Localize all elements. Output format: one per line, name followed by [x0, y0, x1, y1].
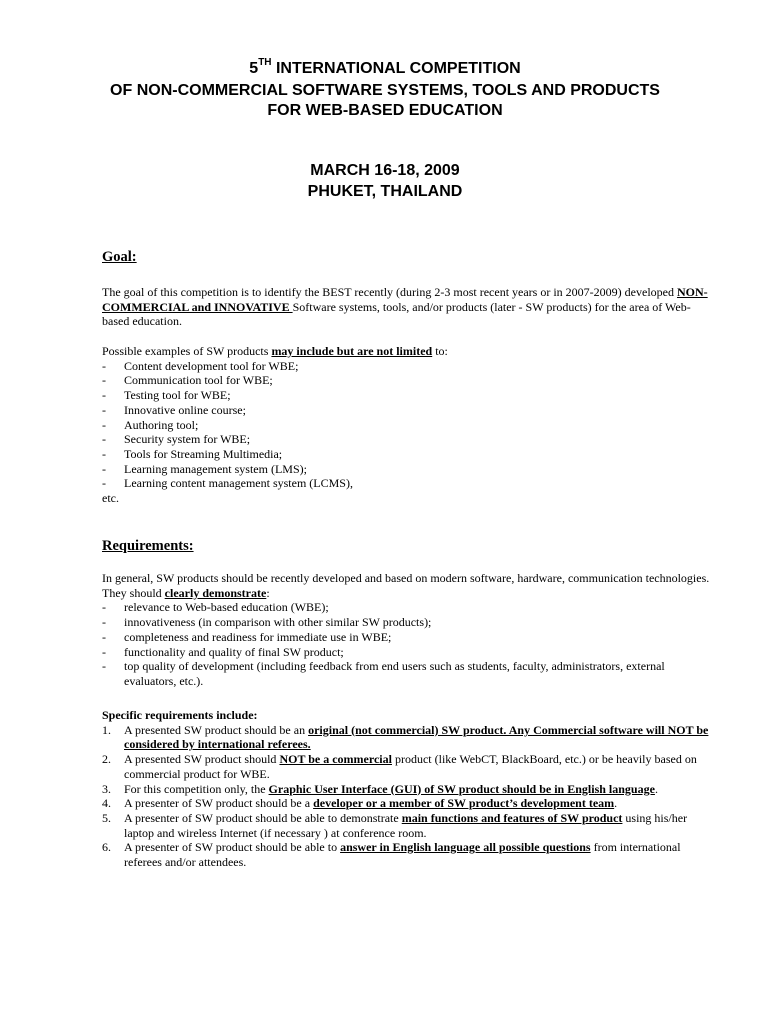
list-item: - Communication tool for WBE; [102, 373, 717, 388]
event-location: PHUKET, THAILAND [307, 183, 463, 200]
title-line-1 [0, 58, 770, 79]
list-item: - Learning management system (LMS); [102, 462, 717, 477]
list-item: 2. A presented SW product should NOT be a commercial product (like WebCT, BlackBoard, etc.) or be heavily based on commercial product for WBE. [102, 752, 697, 781]
list-item: - relevance to Web-based education (WBE); [102, 600, 717, 615]
list-item: 6. A presenter of SW product should be able to answer in English language all possible questions from international referees and/or attendees. [102, 840, 681, 870]
event-date: MARCH 16-18, 2009 [310, 162, 460, 179]
specific-requirements-heading: Specific requirements include: [102, 708, 258, 722]
requirements-intro: In general, SW products should be recently developed and based on modern software, hardware, communication technologies. They should clearly demonstrate: [102, 571, 710, 600]
title-line-3: FOR WEB-BASED EDUCATION [267, 102, 503, 119]
clearly-demonstrate-emphasis: clearly demonstrate [164, 585, 267, 600]
list-item: - Security system for WBE; [102, 432, 717, 447]
examples-block [102, 344, 717, 506]
list-item: 4. A presenter of SW product should be a developer or a member of SW product’s development team. [102, 796, 618, 811]
list-item: 1. A presented SW product should be an original (not commercial) SW product. Any Commercial software will NOT be considered by international referees. [102, 722, 709, 752]
list-item: - innovativeness (in comparison with other similar SW products); [102, 615, 717, 630]
list-item: - Tools for Streaming Multimedia; [102, 447, 717, 462]
requirements-block [102, 571, 717, 689]
examples-etc: etc. [102, 491, 119, 506]
list-item: - top quality of development (including feedback from end users such as students, faculty, administrators, external evaluators, etc.). [102, 659, 717, 688]
goal-heading: Goal: [102, 249, 137, 265]
edition-superscript: TH [258, 56, 272, 68]
list-item: - Authoring tool; [102, 418, 717, 433]
list-item: - functionality and quality of final SW product; [102, 645, 717, 660]
specific-requirements-block [102, 708, 717, 870]
examples-list [102, 359, 717, 491]
non-commercial-emphasis: NON-COMMERCIAL and INNOVATIVE [102, 285, 708, 314]
list-item: - Testing tool for WBE; [102, 388, 717, 403]
title-line-2: OF NON-COMMERCIAL SOFTWARE SYSTEMS, TOOLS AND PRODUCTS [110, 82, 660, 99]
list-item: 5. A presenter of SW product should be able to demonstrate main functions and features of SW product using his/her laptop and wireless Internet (if necessary ) at conference room. [102, 810, 688, 840]
examples-intro: Possible examples of SW products may include but are not limited to: [102, 344, 448, 358]
may-include-emphasis: may include but are not limited [271, 344, 433, 358]
list-item: - completeness and readiness for immediate use in WBE; [102, 630, 717, 645]
goal-paragraph: The goal of this competition is to identify the BEST recently (during 2-3 most recent years or in 2007-2009) developed NON-COMMERCIAL and INNOVATIVE Software systems, tools, and/or products (later - SW products) for the area of Web-based education. [102, 285, 708, 329]
list-item: 3. For this competition only, the Graphic User Interface (GUI) of SW product should be in English language. [102, 781, 658, 796]
requirements-heading: Requirements: [102, 538, 194, 554]
specific-requirements-list [102, 723, 717, 870]
list-item: - Content development tool for WBE; [102, 359, 717, 374]
title-line-1-text: INTERNATIONAL COMPETITION [271, 60, 521, 77]
edition-number: 5 [249, 60, 259, 77]
list-item: - Innovative online course; [102, 403, 717, 418]
criteria-list [102, 600, 717, 688]
list-item: - Learning content management system (LCMS), [102, 476, 717, 491]
